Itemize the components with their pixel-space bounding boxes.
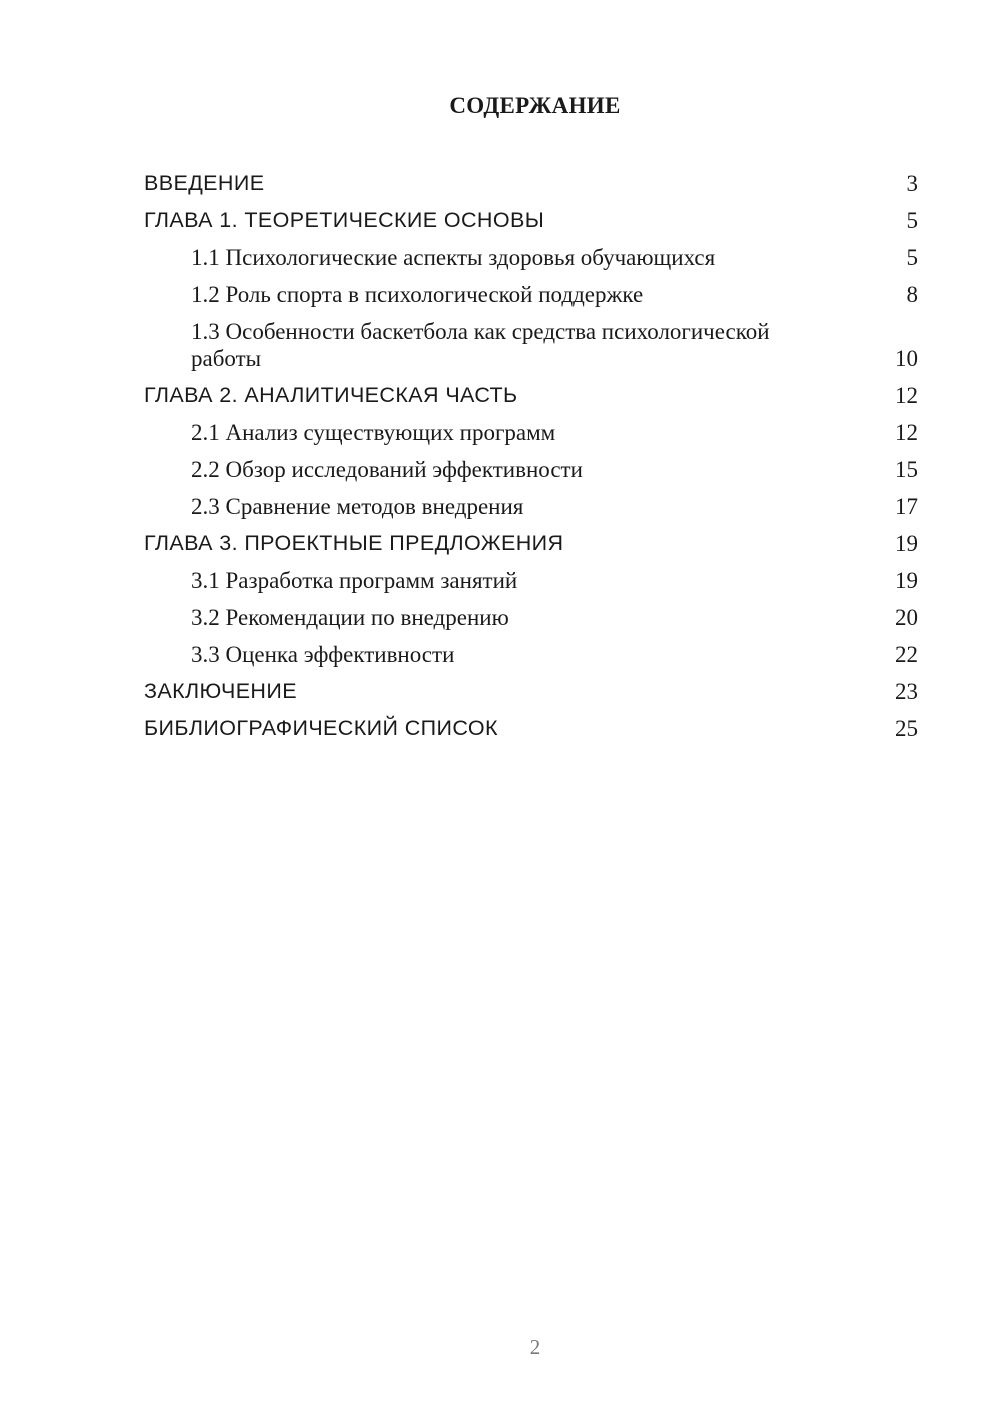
toc-entry-section-3-1[interactable] — [144, 562, 918, 599]
toc-entry-page: 15 — [895, 457, 918, 482]
toc-entry-conclusion[interactable] — [144, 673, 918, 710]
toc-entry-label: 1.3 Особенности баскетбола как средства психологической работы — [191, 319, 770, 371]
toc-entry-section-2-3[interactable] — [144, 488, 918, 525]
toc-entry-label: ГЛАВА 2. АНАЛИТИЧЕСКАЯ ЧАСТЬ — [144, 383, 518, 407]
toc-entry-page: 19 — [895, 531, 918, 556]
toc-entry-label: ГЛАВА 3. ПРОЕКТНЫЕ ПРЕДЛОЖЕНИЯ — [144, 531, 564, 555]
toc-entry-section-1-2[interactable] — [144, 276, 918, 313]
toc-entry-page: 5 — [906, 245, 918, 270]
toc-entry-page: 10 — [895, 346, 918, 371]
page-title: СОДЕРЖАНИЕ — [449, 93, 621, 118]
toc-entry-label: БИБЛИОГРАФИЧЕСКИЙ СПИСОК — [144, 716, 498, 740]
toc-entry-label: ГЛАВА 1. ТЕОРЕТИЧЕСКИЕ ОСНОВЫ — [144, 208, 545, 232]
toc-entry-label: ВВЕДЕНИЕ — [144, 171, 265, 195]
toc-entry-section-1-3[interactable] — [144, 313, 918, 377]
toc-entry-bibliography[interactable] — [144, 710, 918, 747]
toc-entry-section-2-1[interactable] — [144, 414, 918, 451]
page-number: 2 — [529, 1335, 541, 1359]
toc-entry-chapter-2[interactable] — [144, 377, 918, 414]
toc-entry-page: 23 — [895, 679, 918, 704]
toc-entry-page: 25 — [895, 716, 918, 741]
toc-entry-page: 5 — [906, 208, 918, 233]
toc-entry-chapter-1[interactable] — [144, 202, 918, 239]
toc-entry-page: 3 — [906, 171, 918, 196]
toc-entry-label: ЗАКЛЮЧЕНИЕ — [144, 679, 297, 703]
toc-entry-page: 20 — [895, 605, 918, 630]
toc-entry-chapter-3[interactable] — [144, 525, 918, 562]
table-of-contents — [144, 165, 918, 747]
toc-entry-label: 1.1 Психологические аспекты здоровья обучающихся — [191, 245, 716, 270]
toc-entry-label: 3.3 Оценка эффективности — [191, 642, 455, 667]
toc-entry-label: 2.1 Анализ существующих программ — [191, 420, 556, 445]
toc-entry-page: 17 — [895, 494, 918, 519]
toc-entry-section-2-2[interactable] — [144, 451, 918, 488]
toc-entry-page: 19 — [895, 568, 918, 593]
toc-entry-section-3-2[interactable] — [144, 599, 918, 636]
toc-entry-label: 3.1 Разработка программ занятий — [191, 568, 518, 593]
toc-entry-section-1-1[interactable] — [144, 239, 918, 276]
toc-entry-label: 1.2 Роль спорта в психологической поддержке — [191, 282, 644, 307]
toc-entry-label: 3.2 Рекомендации по внедрению — [191, 605, 509, 630]
toc-entry-section-3-3[interactable] — [144, 636, 918, 673]
toc-entry-page: 12 — [895, 420, 918, 445]
toc-entry-introduction[interactable] — [144, 165, 918, 202]
toc-entry-label: 2.3 Сравнение методов внедрения — [191, 494, 524, 519]
toc-entry-page: 8 — [906, 282, 918, 307]
toc-entry-page: 12 — [895, 383, 918, 408]
toc-entry-label: 2.2 Обзор исследований эффективности — [191, 457, 583, 482]
toc-entry-page: 22 — [895, 642, 918, 667]
